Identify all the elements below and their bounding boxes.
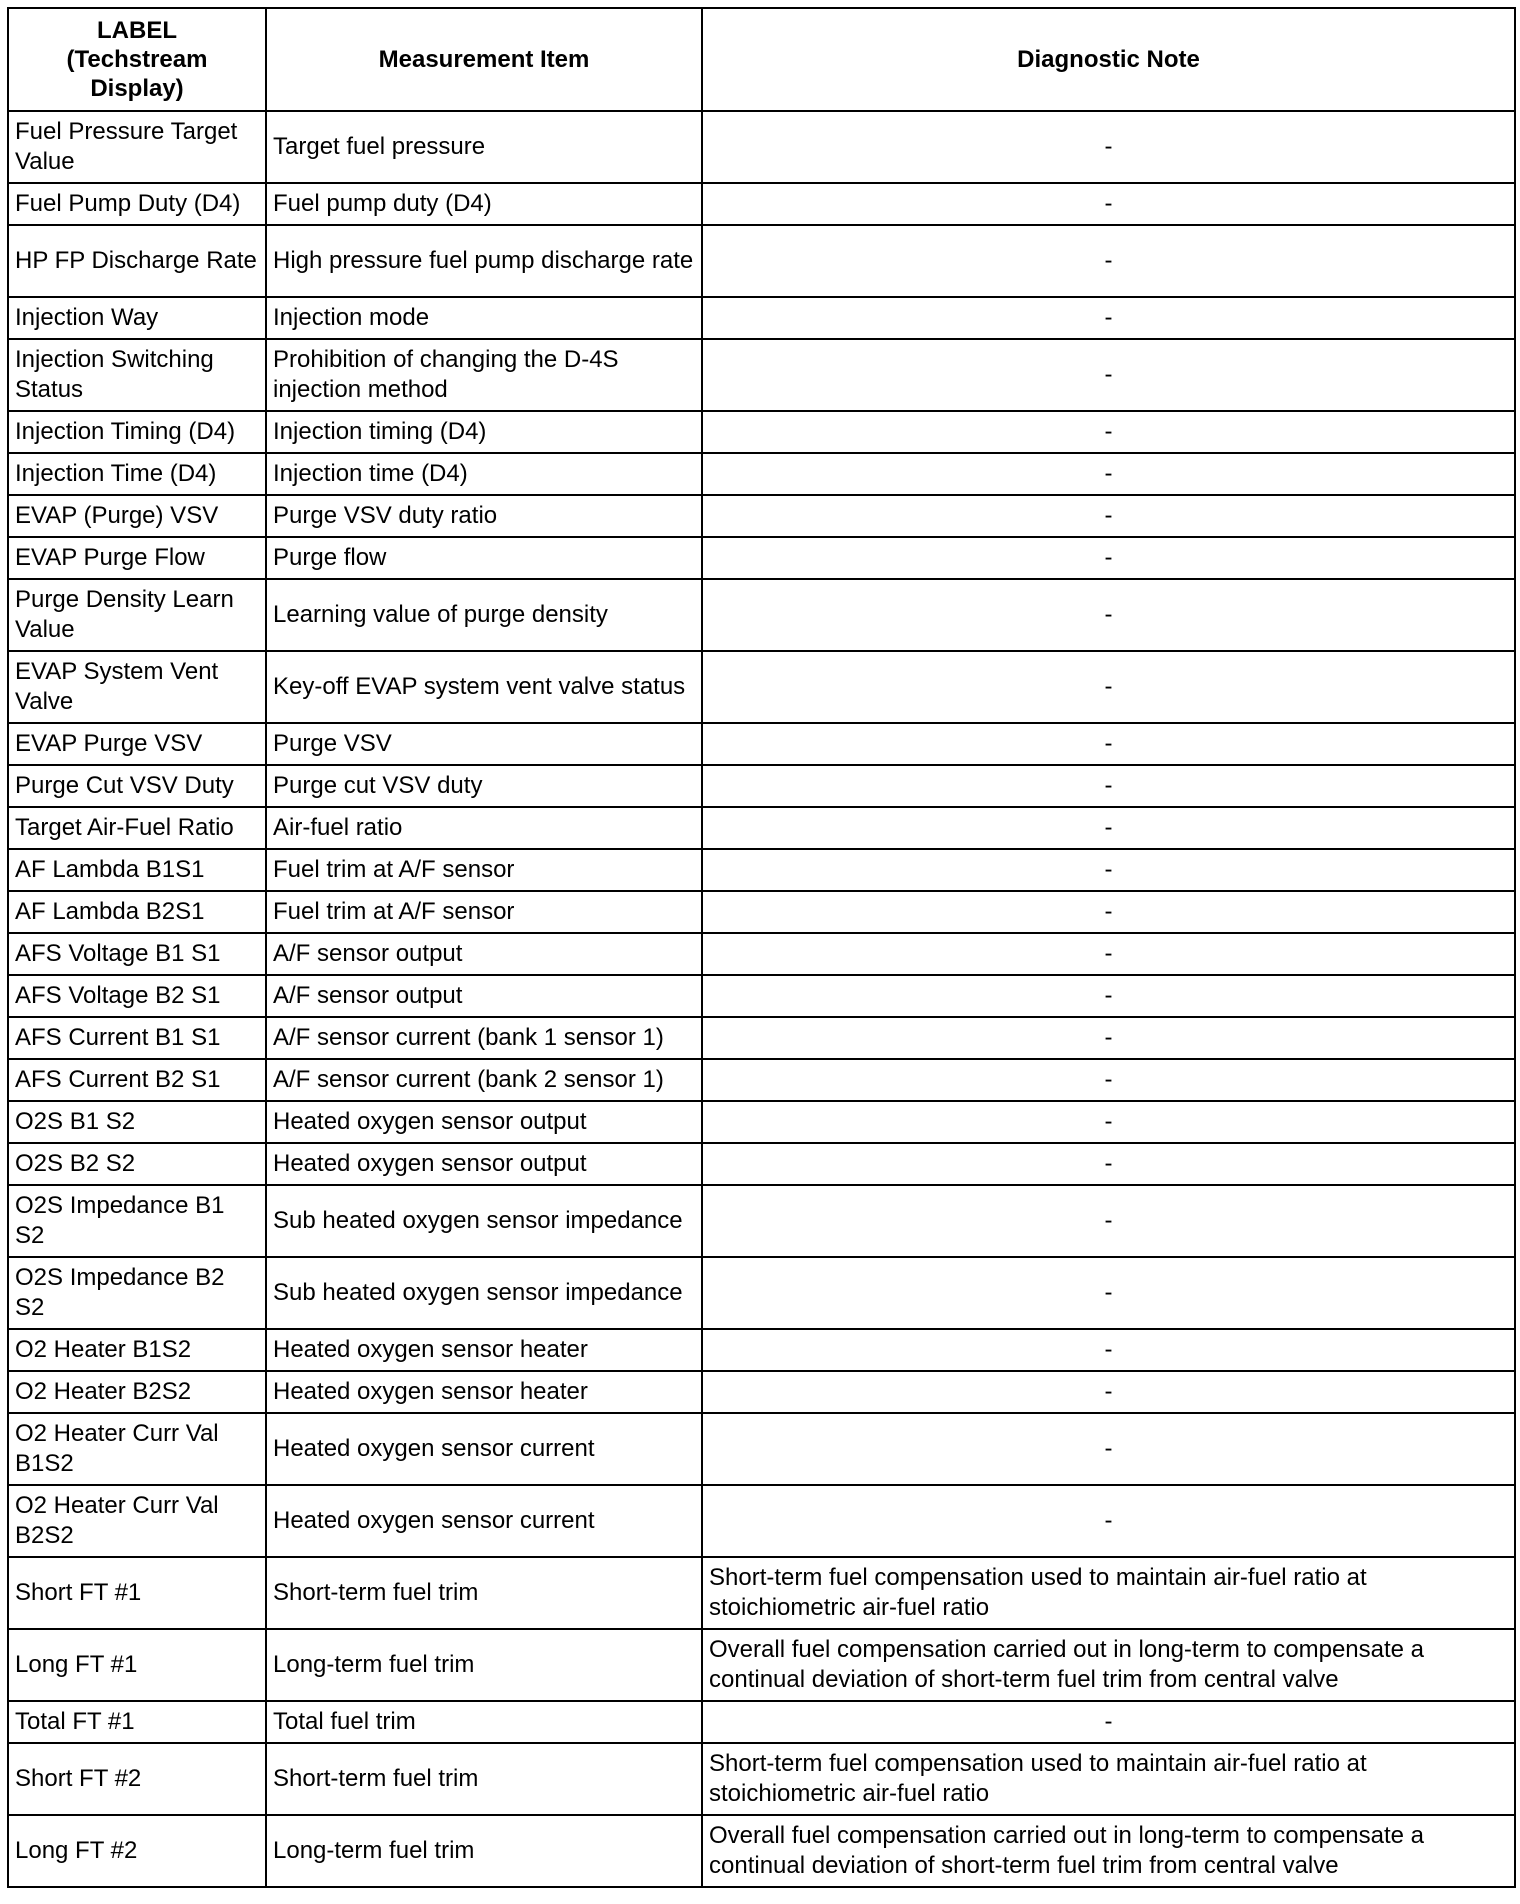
table-row xyxy=(8,495,1515,537)
row-label-cell: EVAP System Vent Valve xyxy=(8,651,266,723)
table-row xyxy=(8,411,1515,453)
row-label-cell: Long FT #2 xyxy=(8,1815,266,1887)
table-row xyxy=(8,339,1515,411)
row-label-cell: Fuel Pump Duty (D4) xyxy=(8,183,266,225)
table-row xyxy=(8,1143,1515,1185)
row-note-cell: - xyxy=(702,183,1515,225)
row-measurement-cell: A/F sensor current (bank 1 sensor 1) xyxy=(266,1017,702,1059)
row-note-cell: - xyxy=(702,1257,1515,1329)
table-row xyxy=(8,1185,1515,1257)
row-note-cell: - xyxy=(702,411,1515,453)
label-header-line-3: Display) xyxy=(90,75,184,102)
row-measurement-cell: Heated oxygen sensor output xyxy=(266,1101,702,1143)
row-note-cell: - xyxy=(702,891,1515,933)
row-note-cell: - xyxy=(702,1143,1515,1185)
row-measurement-cell: Injection timing (D4) xyxy=(266,411,702,453)
table-row xyxy=(8,1413,1515,1485)
table-row xyxy=(8,1701,1515,1743)
row-note-cell: - xyxy=(702,1017,1515,1059)
label-column-header xyxy=(8,8,266,111)
table-header-row xyxy=(8,8,1515,111)
row-note-cell: - xyxy=(702,1485,1515,1557)
row-label-cell: Short FT #2 xyxy=(8,1743,266,1815)
row-measurement-cell: Purge VSV duty ratio xyxy=(266,495,702,537)
row-measurement-cell: Heated oxygen sensor output xyxy=(266,1143,702,1185)
row-label-cell: Injection Timing (D4) xyxy=(8,411,266,453)
row-note-cell: - xyxy=(702,1059,1515,1101)
row-label-cell: Purge Cut VSV Duty xyxy=(8,765,266,807)
row-label-cell: O2 Heater Curr Val B1S2 xyxy=(8,1413,266,1485)
table-row xyxy=(8,651,1515,723)
row-measurement-cell: Air-fuel ratio xyxy=(266,807,702,849)
row-note-cell: Short-term fuel compensation used to maintain air-fuel ratio at stoichiometric air-fuel ratio xyxy=(702,1557,1515,1629)
row-note-cell: - xyxy=(702,807,1515,849)
label-header-line-2: (Techstream xyxy=(66,46,208,73)
row-label-cell: Short FT #1 xyxy=(8,1557,266,1629)
row-label-cell: Long FT #1 xyxy=(8,1629,266,1701)
table-row xyxy=(8,183,1515,225)
row-label-cell: O2S Impedance B2 S2 xyxy=(8,1257,266,1329)
row-label-cell: O2S Impedance B1 S2 xyxy=(8,1185,266,1257)
row-label-cell: Purge Density Learn Value xyxy=(8,579,266,651)
table-row xyxy=(8,1371,1515,1413)
row-note-cell: - xyxy=(702,975,1515,1017)
table-row xyxy=(8,1329,1515,1371)
row-label-cell: AFS Current B2 S1 xyxy=(8,1059,266,1101)
table-row xyxy=(8,1059,1515,1101)
row-measurement-cell: Sub heated oxygen sensor impedance xyxy=(266,1257,702,1329)
table-row xyxy=(8,975,1515,1017)
table-row xyxy=(8,1485,1515,1557)
row-label-cell: Injection Way xyxy=(8,297,266,339)
row-note-cell: - xyxy=(702,1371,1515,1413)
table-row xyxy=(8,1101,1515,1143)
row-measurement-cell: Total fuel trim xyxy=(266,1701,702,1743)
row-measurement-cell: Short-term fuel trim xyxy=(266,1743,702,1815)
table-row xyxy=(8,1743,1515,1815)
row-note-cell: - xyxy=(702,111,1515,183)
table-row xyxy=(8,579,1515,651)
row-label-cell: O2 Heater B1S2 xyxy=(8,1329,266,1371)
row-note-cell: - xyxy=(702,537,1515,579)
row-measurement-cell: Heated oxygen sensor current xyxy=(266,1485,702,1557)
row-note-cell: Overall fuel compensation carried out in long-term to compensate a continual deviation of short-term fuel trim from central valve xyxy=(702,1815,1515,1887)
row-measurement-cell: Learning value of purge density xyxy=(266,579,702,651)
row-measurement-cell: Purge VSV xyxy=(266,723,702,765)
table-row xyxy=(8,225,1515,297)
row-measurement-cell: Purge flow xyxy=(266,537,702,579)
row-measurement-cell: Purge cut VSV duty xyxy=(266,765,702,807)
row-note-cell: - xyxy=(702,1701,1515,1743)
row-label-cell: O2S B2 S2 xyxy=(8,1143,266,1185)
row-measurement-cell: Target fuel pressure xyxy=(266,111,702,183)
row-measurement-cell: A/F sensor output xyxy=(266,933,702,975)
row-note-cell: - xyxy=(702,1185,1515,1257)
row-measurement-cell: Sub heated oxygen sensor impedance xyxy=(266,1185,702,1257)
table-row xyxy=(8,111,1515,183)
row-measurement-cell: A/F sensor current (bank 2 sensor 1) xyxy=(266,1059,702,1101)
row-measurement-cell: Heated oxygen sensor current xyxy=(266,1413,702,1485)
table-row xyxy=(8,723,1515,765)
row-label-cell: O2 Heater B2S2 xyxy=(8,1371,266,1413)
row-label-cell: Injection Time (D4) xyxy=(8,453,266,495)
row-measurement-cell: Prohibition of changing the D-4S injection method xyxy=(266,339,702,411)
row-note-cell: Overall fuel compensation carried out in long-term to compensate a continual deviation of short-term fuel trim from central valve xyxy=(702,1629,1515,1701)
measurement-column-header: Measurement Item xyxy=(266,8,702,111)
row-note-cell: - xyxy=(702,1101,1515,1143)
row-measurement-cell: Fuel trim at A/F sensor xyxy=(266,891,702,933)
table-row xyxy=(8,807,1515,849)
table-row xyxy=(8,453,1515,495)
row-measurement-cell: Fuel pump duty (D4) xyxy=(266,183,702,225)
row-note-cell: - xyxy=(702,765,1515,807)
row-note-cell: - xyxy=(702,339,1515,411)
row-label-cell: Injection Switching Status xyxy=(8,339,266,411)
row-note-cell: - xyxy=(702,1329,1515,1371)
row-measurement-cell: A/F sensor output xyxy=(266,975,702,1017)
table-row xyxy=(8,1815,1515,1887)
row-label-cell: EVAP Purge Flow xyxy=(8,537,266,579)
label-header-line-1: LABEL xyxy=(97,17,177,44)
row-measurement-cell: Short-term fuel trim xyxy=(266,1557,702,1629)
row-label-cell: AFS Current B1 S1 xyxy=(8,1017,266,1059)
row-note-cell: - xyxy=(702,1413,1515,1485)
row-note-cell: - xyxy=(702,933,1515,975)
table-row xyxy=(8,1017,1515,1059)
table-row xyxy=(8,297,1515,339)
row-note-cell: - xyxy=(702,849,1515,891)
row-label-cell: O2S B1 S2 xyxy=(8,1101,266,1143)
row-measurement-cell: Key-off EVAP system vent valve status xyxy=(266,651,702,723)
row-label-cell: AF Lambda B2S1 xyxy=(8,891,266,933)
table-row xyxy=(8,1257,1515,1329)
row-label-cell: O2 Heater Curr Val B2S2 xyxy=(8,1485,266,1557)
row-note-cell: Short-term fuel compensation used to maintain air-fuel ratio at stoichiometric air-fuel ratio xyxy=(702,1743,1515,1815)
table-row xyxy=(8,1629,1515,1701)
row-measurement-cell: Long-term fuel trim xyxy=(266,1629,702,1701)
row-note-cell: - xyxy=(702,297,1515,339)
row-measurement-cell: Fuel trim at A/F sensor xyxy=(266,849,702,891)
row-label-cell: HP FP Discharge Rate xyxy=(8,225,266,297)
row-measurement-cell: High pressure fuel pump discharge rate xyxy=(266,225,702,297)
row-label-cell: AFS Voltage B1 S1 xyxy=(8,933,266,975)
table-row xyxy=(8,765,1515,807)
row-label-cell: Total FT #1 xyxy=(8,1701,266,1743)
table-row xyxy=(8,849,1515,891)
row-note-cell: - xyxy=(702,495,1515,537)
row-label-cell: EVAP Purge VSV xyxy=(8,723,266,765)
table-row xyxy=(8,1557,1515,1629)
row-label-cell: EVAP (Purge) VSV xyxy=(8,495,266,537)
table-row xyxy=(8,891,1515,933)
row-note-cell: - xyxy=(702,225,1515,297)
row-label-cell: AFS Voltage B2 S1 xyxy=(8,975,266,1017)
row-note-cell: - xyxy=(702,453,1515,495)
row-label-cell: AF Lambda B1S1 xyxy=(8,849,266,891)
row-note-cell: - xyxy=(702,579,1515,651)
row-measurement-cell: Heated oxygen sensor heater xyxy=(266,1371,702,1413)
table-row xyxy=(8,933,1515,975)
row-measurement-cell: Long-term fuel trim xyxy=(266,1815,702,1887)
row-label-cell: Fuel Pressure Target Value xyxy=(8,111,266,183)
row-measurement-cell: Injection mode xyxy=(266,297,702,339)
row-measurement-cell: Heated oxygen sensor heater xyxy=(266,1329,702,1371)
row-measurement-cell: Injection time (D4) xyxy=(266,453,702,495)
row-note-cell: - xyxy=(702,651,1515,723)
data-list-table xyxy=(7,7,1516,1888)
row-note-cell: - xyxy=(702,723,1515,765)
row-label-cell: Target Air-Fuel Ratio xyxy=(8,807,266,849)
note-column-header: Diagnostic Note xyxy=(702,8,1515,111)
table-row xyxy=(8,537,1515,579)
